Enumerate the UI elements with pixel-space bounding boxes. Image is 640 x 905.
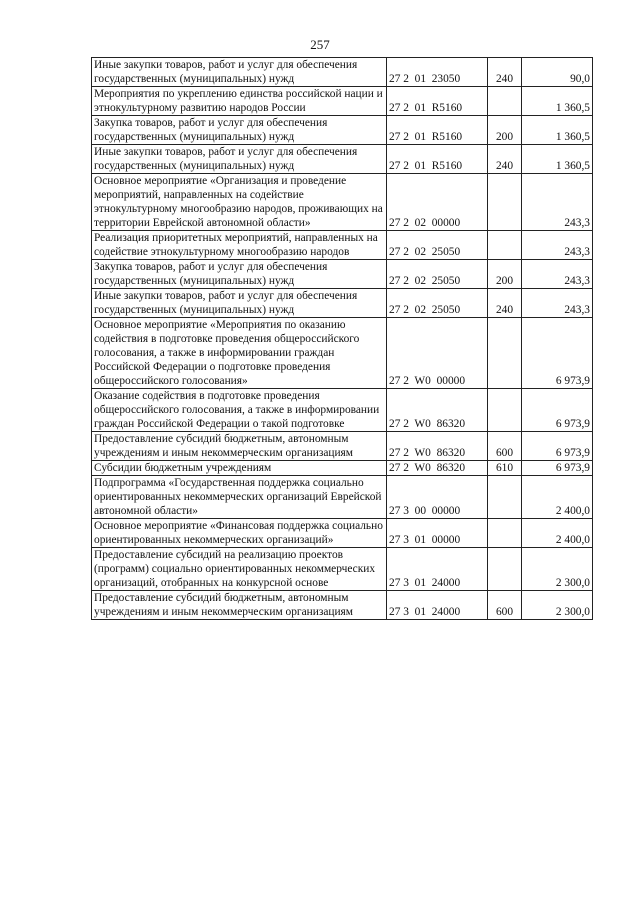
row-description: Основное мероприятие «Мероприятия по оказанию содействия в подготовке проведения общероссийского голосования, а также в информировании граждан Российской Федерации о подготовке проведения общероссийского голосования» bbox=[92, 318, 387, 389]
row-budget-code: 27 3 01 24000 bbox=[387, 548, 488, 591]
row-expense-type bbox=[488, 318, 522, 389]
budget-table-body bbox=[92, 58, 593, 620]
row-amount: 243,3 bbox=[522, 260, 593, 289]
row-amount: 6 973,9 bbox=[522, 432, 593, 461]
table-row bbox=[92, 476, 593, 519]
row-expense-type bbox=[488, 174, 522, 231]
row-expense-type bbox=[488, 476, 522, 519]
row-description: Иные закупки товаров, работ и услуг для обеспечения государственных (муниципальных) нужд bbox=[92, 145, 387, 174]
row-amount: 2 400,0 bbox=[522, 476, 593, 519]
table-row bbox=[92, 116, 593, 145]
row-expense-type bbox=[488, 231, 522, 260]
table-row bbox=[92, 289, 593, 318]
row-amount: 243,3 bbox=[522, 289, 593, 318]
row-amount: 1 360,5 bbox=[522, 87, 593, 116]
row-budget-code: 27 2 02 25050 bbox=[387, 260, 488, 289]
row-amount: 243,3 bbox=[522, 174, 593, 231]
table-row bbox=[92, 389, 593, 432]
row-description: Закупка товаров, работ и услуг для обеспечения государственных (муниципальных) нужд bbox=[92, 116, 387, 145]
row-expense-type bbox=[488, 548, 522, 591]
row-amount: 1 360,5 bbox=[522, 145, 593, 174]
table-row bbox=[92, 58, 593, 87]
row-expense-type: 200 bbox=[488, 116, 522, 145]
row-description: Реализация приоритетных мероприятий, направленных на содействие этнокультурному многообразию народов bbox=[92, 231, 387, 260]
table-row bbox=[92, 145, 593, 174]
row-description: Предоставление субсидий бюджетным, автономным учреждениям и иным некоммерческим организациям bbox=[92, 591, 387, 620]
budget-table bbox=[91, 57, 593, 620]
table-row bbox=[92, 519, 593, 548]
row-description: Субсидии бюджетным учреждениям bbox=[92, 461, 387, 476]
row-budget-code: 27 3 01 24000 bbox=[387, 591, 488, 620]
row-budget-code: 27 2 01 R5160 bbox=[387, 116, 488, 145]
row-amount: 2 300,0 bbox=[522, 591, 593, 620]
table-row bbox=[92, 591, 593, 620]
row-amount: 243,3 bbox=[522, 231, 593, 260]
table-row bbox=[92, 548, 593, 591]
row-expense-type: 240 bbox=[488, 145, 522, 174]
page-number: 257 bbox=[310, 37, 330, 52]
row-budget-code: 27 2 W0 86320 bbox=[387, 432, 488, 461]
row-description: Оказание содействия в подготовке проведения общероссийского голосования, а также в информировании граждан Российской Федерации о такой подготовке bbox=[92, 389, 387, 432]
row-budget-code: 27 3 00 00000 bbox=[387, 476, 488, 519]
table-row bbox=[92, 174, 593, 231]
row-amount: 6 973,9 bbox=[522, 318, 593, 389]
row-expense-type: 240 bbox=[488, 289, 522, 318]
row-budget-code: 27 3 01 00000 bbox=[387, 519, 488, 548]
table-row bbox=[92, 461, 593, 476]
row-expense-type: 600 bbox=[488, 432, 522, 461]
row-description: Подпрограмма «Государственная поддержка социально ориентированных некоммерческих организаций Еврейской автономной области» bbox=[92, 476, 387, 519]
row-expense-type bbox=[488, 519, 522, 548]
row-expense-type: 600 bbox=[488, 591, 522, 620]
row-description: Иные закупки товаров, работ и услуг для обеспечения государственных (муниципальных) нужд bbox=[92, 58, 387, 87]
row-description: Предоставление субсидий на реализацию проектов (программ) социально ориентированных некоммерческих организаций, отобранных на конкурсной основе bbox=[92, 548, 387, 591]
row-budget-code: 27 2 01 R5160 bbox=[387, 87, 488, 116]
row-description: Основное мероприятие «Финансовая поддержка социально ориентированных некоммерческих организаций» bbox=[92, 519, 387, 548]
row-amount: 6 973,9 bbox=[522, 461, 593, 476]
row-amount: 6 973,9 bbox=[522, 389, 593, 432]
row-budget-code: 27 2 01 23050 bbox=[387, 58, 488, 87]
row-budget-code: 27 2 01 R5160 bbox=[387, 145, 488, 174]
row-expense-type bbox=[488, 87, 522, 116]
row-budget-code: 27 2 02 00000 bbox=[387, 174, 488, 231]
table-row bbox=[92, 260, 593, 289]
row-description: Мероприятия по укреплению единства российской нации и этнокультурному развитию народов России bbox=[92, 87, 387, 116]
table-row bbox=[92, 432, 593, 461]
row-budget-code: 27 2 W0 00000 bbox=[387, 318, 488, 389]
row-expense-type bbox=[488, 389, 522, 432]
row-expense-type: 610 bbox=[488, 461, 522, 476]
row-amount: 2 300,0 bbox=[522, 548, 593, 591]
table-row bbox=[92, 318, 593, 389]
row-expense-type: 200 bbox=[488, 260, 522, 289]
row-amount: 1 360,5 bbox=[522, 116, 593, 145]
row-amount: 2 400,0 bbox=[522, 519, 593, 548]
row-description: Иные закупки товаров, работ и услуг для обеспечения государственных (муниципальных) нужд bbox=[92, 289, 387, 318]
row-amount: 90,0 bbox=[522, 58, 593, 87]
row-description: Предоставление субсидий бюджетным, автономным учреждениям и иным некоммерческим организациям bbox=[92, 432, 387, 461]
row-budget-code: 27 2 02 25050 bbox=[387, 231, 488, 260]
row-expense-type: 240 bbox=[488, 58, 522, 87]
row-description: Основное мероприятие «Организация и проведение мероприятий, направленных на содействие этнокультурному многообразию народов, проживающих на территории Еврейской автономной области» bbox=[92, 174, 387, 231]
table-row bbox=[92, 87, 593, 116]
row-budget-code: 27 2 W0 86320 bbox=[387, 389, 488, 432]
row-budget-code: 27 2 02 25050 bbox=[387, 289, 488, 318]
table-row bbox=[92, 231, 593, 260]
row-budget-code: 27 2 W0 86320 bbox=[387, 461, 488, 476]
row-description: Закупка товаров, работ и услуг для обеспечения государственных (муниципальных) нужд bbox=[92, 260, 387, 289]
